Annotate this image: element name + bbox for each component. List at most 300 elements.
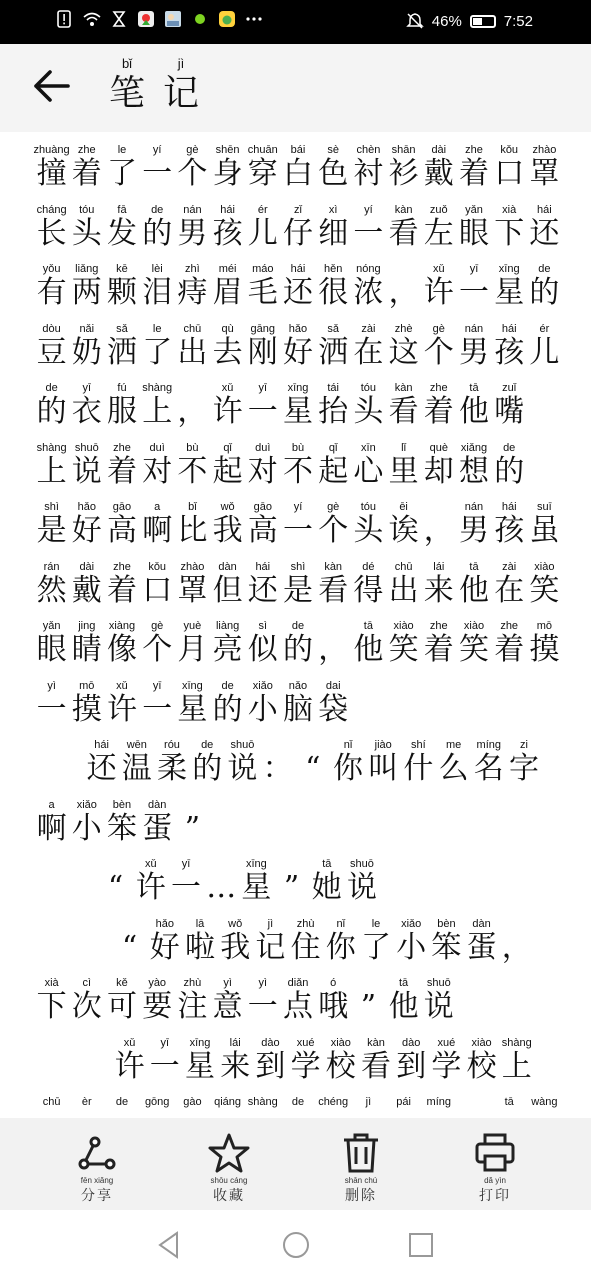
pinyin: rán	[43, 560, 60, 573]
hanzi: 着	[71, 156, 102, 191]
hanzi: 月	[177, 632, 208, 667]
ruby-char	[386, 144, 421, 192]
ruby-char	[175, 799, 210, 847]
text-line	[0, 382, 591, 440]
ruby-char	[506, 739, 541, 787]
text-line	[0, 1096, 591, 1118]
hanzi: 你	[332, 751, 363, 786]
hanzi: 校	[325, 1048, 356, 1084]
note-content[interactable]	[0, 132, 591, 1118]
ruby-char	[386, 1096, 421, 1108]
ruby-char	[119, 739, 154, 787]
print-icon	[474, 1132, 516, 1174]
ruby-char	[245, 442, 280, 490]
hanzi: 次	[71, 989, 102, 1024]
ruby-char	[492, 263, 527, 311]
hanzi: 撞	[36, 156, 67, 191]
hanzi: 星	[282, 394, 313, 429]
pinyin: de	[503, 441, 516, 454]
hanzi: 洒	[106, 334, 137, 370]
ruby-char	[140, 501, 175, 549]
hanzi: 袋	[318, 691, 349, 727]
pinyin: kàn	[324, 560, 343, 573]
hanzi: 发	[106, 215, 137, 251]
pinyin: me	[445, 739, 462, 751]
hanzi: …	[206, 870, 237, 905]
pinyin: sì	[258, 620, 268, 632]
ruby-char	[34, 323, 69, 371]
nav-home-button[interactable]	[281, 1230, 311, 1260]
hanzi: 穿	[247, 156, 278, 191]
ruby-char	[316, 382, 351, 430]
text-line	[0, 858, 591, 916]
hanzi: 好	[149, 929, 180, 965]
hanzi: 一	[247, 394, 278, 429]
hanzi: 得	[353, 572, 384, 608]
hanzi: 你	[325, 929, 356, 965]
hanzi: “	[121, 929, 138, 965]
ruby-char	[421, 204, 456, 252]
pinyin: kē	[116, 263, 128, 275]
hanzi: 星	[241, 870, 272, 905]
pinyin: gōng	[144, 1096, 170, 1108]
ruby-char	[456, 144, 491, 192]
pinyin: qǐ	[328, 441, 338, 454]
pinyin: yí	[152, 144, 162, 156]
hanzi: 星	[494, 275, 525, 310]
ruby-char	[323, 918, 358, 966]
ruby-char	[69, 561, 104, 609]
hanzi: 着	[106, 453, 137, 489]
share-button[interactable]	[52, 1132, 142, 1205]
hanzi: 比	[177, 513, 208, 548]
nav-back-button[interactable]	[155, 1230, 185, 1260]
ruby-char	[218, 918, 253, 966]
nav-home-icon	[281, 1230, 311, 1260]
hanzi: 对	[142, 453, 173, 489]
hanzi: “	[107, 870, 124, 905]
ruby-char	[527, 501, 562, 549]
pinyin: tóu	[360, 501, 377, 513]
pinyin: xué	[437, 1036, 456, 1049]
hanzi: 好	[282, 334, 313, 370]
ruby-char	[351, 620, 386, 668]
ruby-char	[394, 1037, 429, 1085]
ruby-char	[527, 144, 562, 192]
hanzi: 下	[494, 215, 525, 251]
pinyin: yī	[469, 263, 479, 275]
ruby-char	[401, 739, 436, 787]
hanzi: 说	[423, 989, 454, 1024]
ruby-char	[421, 263, 456, 311]
pinyin: zhe	[429, 382, 448, 394]
delete-button[interactable]	[316, 1132, 406, 1205]
hanzi: 洒	[318, 334, 349, 370]
nav-back-icon	[155, 1230, 185, 1260]
print-button[interactable]	[450, 1132, 540, 1205]
pinyin: ér	[257, 203, 268, 216]
pinyin: zhù	[183, 977, 202, 989]
ruby-char	[456, 1096, 491, 1108]
hanzi: 么	[438, 751, 469, 786]
hanzi: 一	[142, 156, 173, 191]
mute-icon	[406, 12, 424, 30]
pinyin: tā	[469, 560, 479, 573]
hanzi: 起	[318, 453, 349, 489]
ruby-char	[316, 561, 351, 609]
hanzi: 刚	[247, 334, 278, 370]
ruby-char	[175, 323, 210, 371]
hanzi: 左	[423, 215, 454, 251]
hanzi: 虽	[529, 513, 560, 548]
hanzi: 不	[177, 453, 208, 489]
ruby-char	[386, 442, 421, 490]
ruby-char	[245, 204, 280, 252]
ruby-char	[316, 620, 351, 668]
hanzi: 出	[388, 572, 419, 608]
pinyin: yǒu	[42, 263, 61, 275]
favorite-button[interactable]	[184, 1132, 274, 1205]
pinyin: cháng	[36, 203, 67, 216]
ruby-char	[492, 561, 527, 609]
pinyin: tóu	[79, 203, 95, 216]
pinyin: zhe	[465, 144, 483, 156]
hanzi: 一	[282, 513, 313, 548]
pinyin: yī	[152, 679, 162, 692]
pinyin: hái	[290, 263, 306, 275]
hanzi: 仔	[282, 215, 313, 251]
hanzi: 看	[388, 394, 419, 429]
ruby-char	[421, 442, 456, 490]
ruby-char	[351, 323, 386, 371]
pinyin: xiǎo	[401, 917, 422, 930]
ruby-char	[527, 620, 562, 668]
pinyin: nán	[464, 322, 484, 335]
pinyin: shàng	[247, 1096, 278, 1108]
ruby-char	[245, 1096, 280, 1108]
hanzi: 学	[290, 1048, 321, 1084]
pinyin: dài	[79, 560, 95, 573]
ruby-char	[421, 1096, 456, 1108]
back-button[interactable]	[30, 64, 74, 108]
text-line	[0, 561, 591, 619]
hanzi: 小	[396, 929, 427, 965]
ruby-char	[245, 501, 280, 549]
hanzi: 他	[353, 632, 384, 667]
hanzi: 一	[353, 215, 384, 251]
hanzi: 在	[353, 334, 384, 370]
ruby-char	[245, 323, 280, 371]
pinyin: nán	[464, 501, 484, 513]
ruby-char	[140, 144, 175, 192]
ruby-char	[492, 323, 527, 371]
pinyin: xǔ	[116, 679, 128, 692]
pinyin: xiào	[330, 1036, 351, 1049]
pinyin: kàn	[394, 203, 413, 216]
hanzi: 柔	[156, 751, 187, 786]
hanzi: 学	[431, 1048, 462, 1084]
ruby-char	[351, 382, 386, 430]
pinyin: shì	[290, 560, 306, 573]
status-bar	[0, 0, 591, 44]
hanzi: 个	[423, 334, 454, 370]
ruby-char	[175, 1096, 210, 1108]
pinyin: sǎ	[327, 322, 339, 335]
pinyin: de	[291, 1096, 305, 1108]
title-char	[154, 58, 208, 116]
hanzi: 字	[508, 751, 539, 786]
ruby-char	[245, 561, 280, 609]
pinyin: chèn	[356, 144, 381, 156]
pinyin: zuǐ	[502, 382, 517, 394]
hanzi: 温	[121, 751, 152, 786]
pinyin: xīng	[245, 858, 267, 870]
pinyin: yī	[181, 858, 191, 870]
hanzi: 我	[212, 513, 243, 548]
ruby-char	[421, 323, 456, 371]
wifi-icon	[83, 10, 101, 28]
pinyin: yì	[258, 977, 268, 989]
pinyin: bù	[291, 441, 305, 454]
ruby-char	[133, 858, 168, 906]
ruby-char	[245, 263, 280, 311]
hanzi: 着	[106, 572, 137, 608]
ruby-char	[98, 858, 133, 906]
pinyin: wēn	[126, 739, 147, 751]
hanzi: 罩	[529, 156, 560, 191]
hanzi: 的	[494, 453, 525, 489]
pinyin: kǒu	[148, 560, 167, 573]
ruby-char	[69, 442, 104, 490]
ruby-char	[218, 1037, 253, 1085]
pinyin: kě	[116, 977, 128, 989]
ruby-char	[421, 144, 456, 192]
ruby-char	[316, 680, 351, 728]
hanzi: 这	[388, 334, 419, 370]
hanzi: 罩	[177, 572, 208, 608]
page-title	[100, 58, 208, 116]
hanzi: 然	[36, 572, 67, 608]
hanzi: 诶	[388, 513, 419, 548]
ruby-char	[104, 204, 139, 252]
ruby-char	[245, 680, 280, 728]
hanzi: ，	[423, 513, 454, 548]
ruby-char	[69, 799, 104, 847]
ruby-char	[190, 739, 225, 787]
dot-icon	[191, 10, 209, 28]
ruby-char	[140, 977, 175, 1025]
pinyin: dài	[431, 144, 447, 156]
ruby-char	[358, 918, 393, 966]
hanzi: 但	[212, 572, 243, 608]
ruby-char	[316, 263, 351, 311]
ruby-char	[210, 144, 245, 192]
ruby-char	[140, 323, 175, 371]
ruby-char	[175, 561, 210, 609]
pinyin: diǎn	[287, 977, 309, 989]
ruby-char	[147, 1037, 182, 1085]
pinyin: xīng	[287, 382, 309, 394]
hanzi: ，	[318, 632, 349, 667]
text-line	[0, 977, 591, 1035]
ruby-char	[295, 739, 330, 787]
pinyin: zhe	[429, 620, 448, 632]
hanzi: 戴	[71, 572, 102, 608]
hanzi: 意	[212, 989, 243, 1024]
pinyin: ēi	[399, 501, 408, 513]
pinyin: xiào	[534, 560, 555, 573]
ruby-char	[104, 680, 139, 728]
hourglass-icon	[110, 10, 128, 28]
hanzi: 服	[106, 394, 137, 429]
hanzi: 出	[177, 334, 208, 370]
ruby-char	[464, 918, 499, 966]
hanzi: 许	[106, 691, 137, 727]
hanzi: 他	[388, 989, 419, 1024]
ruby-char	[492, 1096, 527, 1108]
hanzi: 看	[360, 1048, 391, 1084]
ruby-char	[154, 739, 189, 787]
ruby-char	[210, 442, 245, 490]
share-pinyin: fēn xiǎng	[80, 1176, 114, 1185]
ruby-char	[316, 977, 351, 1025]
hanzi: 嘴	[494, 394, 525, 429]
ruby-char	[527, 204, 562, 252]
hanzi: 个	[142, 632, 173, 667]
ruby-char	[69, 680, 104, 728]
hanzi: 好	[71, 513, 102, 548]
pinyin: duì	[149, 441, 165, 454]
nav-recents-button[interactable]	[406, 1230, 436, 1260]
hanzi: 蛋	[142, 810, 173, 846]
pinyin: hái	[537, 203, 552, 216]
trash-icon	[340, 1132, 382, 1174]
hanzi: ：	[262, 751, 293, 786]
hanzi: 到	[255, 1048, 286, 1084]
hanzi: 的	[282, 632, 313, 667]
ruby-char	[210, 1096, 245, 1108]
text-line	[0, 620, 591, 678]
ruby-char	[34, 799, 69, 847]
pinyin: dòu	[42, 322, 61, 335]
pinyin: dai	[325, 679, 341, 692]
pinyin: jì	[365, 1096, 372, 1108]
ruby-char	[280, 204, 315, 252]
ruby-char	[34, 977, 69, 1025]
hanzi: 个	[318, 513, 349, 548]
pinyin: le	[117, 144, 127, 156]
hanzi: ，	[501, 929, 532, 965]
hanzi: 星	[184, 1048, 215, 1084]
pinyin: a	[154, 501, 161, 513]
hanzi: 啊	[36, 810, 67, 846]
pinyin: nǎo	[288, 679, 308, 692]
ruby-char	[429, 1037, 464, 1085]
hanzi: 一	[247, 989, 278, 1024]
hanzi: 名	[473, 751, 504, 786]
pinyin: hǎo	[155, 917, 174, 930]
hanzi: 上	[142, 394, 173, 429]
ruby-char	[492, 501, 527, 549]
pinyin: què	[429, 441, 448, 454]
hanzi: 小	[247, 691, 278, 727]
pinyin: cì	[82, 977, 92, 989]
hanzi: 痔	[177, 275, 208, 310]
ruby-char	[69, 977, 104, 1025]
pinyin: zhào	[180, 560, 205, 573]
ruby-char	[527, 561, 562, 609]
text-line	[0, 204, 591, 262]
hanzi: 笨	[106, 810, 137, 846]
status-icons-right	[406, 12, 533, 30]
hanzi: 到	[396, 1048, 427, 1084]
pinyin: tā	[504, 1096, 514, 1108]
ruby-char	[330, 739, 365, 787]
hanzi: 上	[501, 1048, 532, 1084]
ruby-char	[386, 561, 421, 609]
pinyin: xiǎo	[252, 679, 273, 692]
hanzi: 摸	[71, 691, 102, 727]
hanzi: 男	[458, 334, 489, 370]
pinyin: sè	[327, 144, 339, 156]
hanzi: 的	[142, 215, 173, 251]
ruby-char	[351, 977, 386, 1025]
pinyin: gè	[186, 144, 199, 156]
pinyin: bèn	[437, 917, 456, 930]
hanzi: 来	[423, 572, 454, 608]
hanzi: 看	[318, 572, 349, 608]
ruby-char	[210, 977, 245, 1025]
pinyin: dào	[261, 1036, 280, 1049]
hanzi: 长	[36, 215, 67, 251]
pinyin: tā	[399, 977, 409, 989]
ruby-char	[492, 442, 527, 490]
pinyin: a	[48, 798, 55, 811]
hanzi: 一	[170, 870, 201, 905]
text-line	[0, 144, 591, 202]
hanzi: 奶	[71, 334, 102, 370]
ruby-char	[288, 1037, 323, 1085]
hanzi: 孩	[212, 215, 243, 251]
pinyin: yǎn	[42, 620, 61, 632]
pinyin: duì	[255, 441, 271, 454]
hanzi: 眼	[458, 215, 489, 251]
ruby-char	[421, 501, 456, 549]
ruby-char	[147, 918, 182, 966]
ruby-char	[69, 204, 104, 252]
pinyin: gāo	[112, 501, 132, 513]
more-icon	[245, 10, 263, 28]
ruby-char	[280, 620, 315, 668]
pinyin: gè	[432, 322, 445, 335]
hanzi: 的	[36, 394, 67, 429]
hanzi: 抬	[318, 394, 349, 429]
hanzi: 了	[142, 334, 173, 370]
ruby-char	[499, 918, 534, 966]
pinyin: xīn	[361, 441, 376, 454]
ruby-char	[456, 620, 491, 668]
pinyin: nán	[183, 203, 202, 216]
ruby-char	[386, 382, 421, 430]
hanzi: 要	[142, 989, 173, 1024]
ruby-char	[210, 204, 245, 252]
pinyin: qǐ	[223, 441, 232, 454]
pinyin: hái	[501, 322, 517, 335]
pinyin: èr	[81, 1096, 92, 1108]
pinyin: shàng	[36, 441, 67, 454]
pinyin: zhe	[113, 560, 131, 573]
hanzi: 衬	[353, 156, 384, 191]
